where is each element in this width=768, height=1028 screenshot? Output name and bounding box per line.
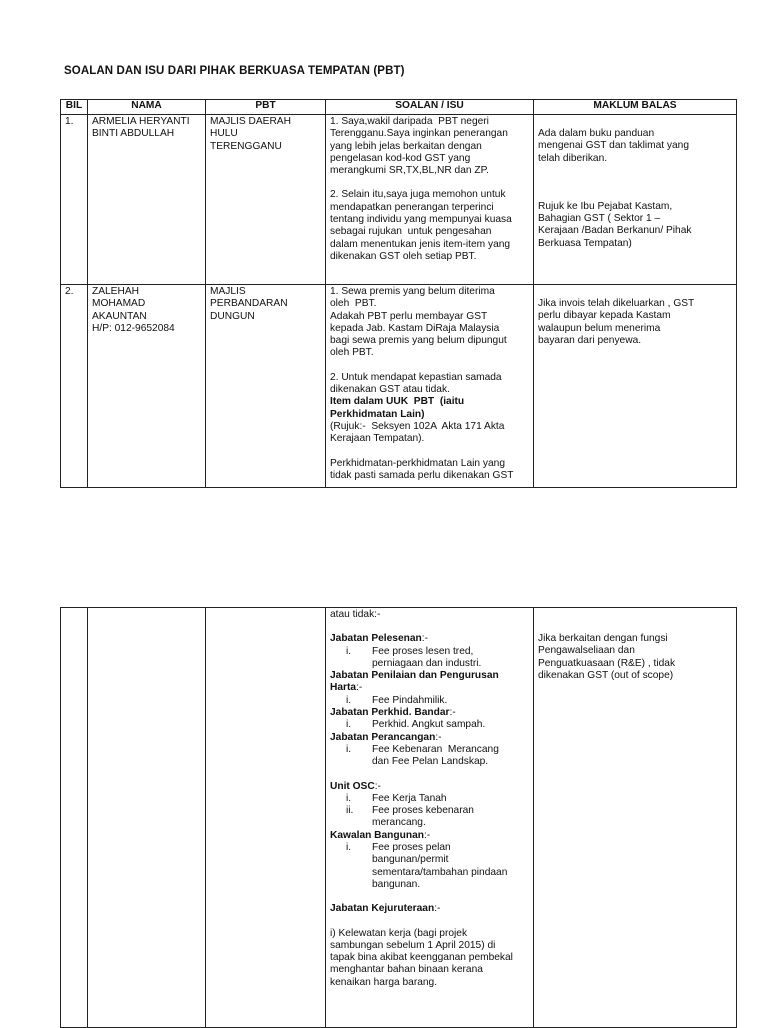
section-heading: Kawalan Bangunan xyxy=(330,829,424,841)
soalan-bold-heading: Item dalam UUK PBT (iaitu Perkhidmatan Lain) xyxy=(330,396,465,420)
list-marker: i. xyxy=(346,645,352,657)
list-marker: ii. xyxy=(346,805,354,817)
issues-table xyxy=(60,99,737,488)
table-row xyxy=(61,608,737,1028)
section-heading: Jabatan Perkhid. Bandar xyxy=(330,707,450,719)
table-row xyxy=(61,115,737,285)
soalan-paragraph: 1. Saya,wakil daripada PBT negeri Terengganu.Saya inginkan penerangan yang lebih jelas berkaitan dengan pengelasan kod-kod GST yang merangkumi SR,TX,BL,NR dan ZP. xyxy=(330,116,508,177)
header-nama: NAMA xyxy=(88,100,206,115)
heading-suffix: :- xyxy=(421,633,428,645)
heading-suffix: :- xyxy=(356,682,363,694)
row-pbt: MAJLIS PERBANDARAN DUNGUN xyxy=(210,286,288,322)
maklum-balas-paragraph: Rujuk ke Ibu Pejabat Kastam, Bahagian GST ( Sektor 1 – Kerajaan /Badan Berkanun/ Pihak Berkuasa Tempatan) xyxy=(538,200,692,249)
soalan-paragraph: 1. Sewa premis yang belum diterima oleh PBT. Adakah PBT perlu membayar GST kepada Jab. Kastam DiRaja Malaysia bagi sewa premis yang belum dipungut oleh PBT. xyxy=(330,286,507,359)
header-soalan: SOALAN / ISU xyxy=(326,100,534,115)
section-heading: Jabatan Perancangan xyxy=(330,731,436,743)
section-heading: Jabatan Kejuruteraan xyxy=(330,903,435,915)
list-marker: i. xyxy=(346,743,352,755)
maklum-balas-paragraph: Jika invois telah dikeluarkan , GST perlu dibayar kepada Kastam walaupun belum menerima bayaran dari penyewa. xyxy=(538,298,695,346)
row-pbt: MAJLIS DAERAH HULU TERENGGANU xyxy=(210,116,291,152)
list-marker: i. xyxy=(346,694,352,706)
section-heading: Jabatan Penilaian dan Pengurusan Harta xyxy=(330,670,499,694)
table-row xyxy=(61,285,737,488)
list-item: Fee Kerja Tanah xyxy=(372,792,447,804)
document-title: SOALAN DAN ISU DARI PIHAK BERKUASA TEMPATAN (PBT) xyxy=(64,65,405,77)
maklum-balas-paragraph: Ada dalam buku panduan mengenai GST dan taklimat yang telah diberikan. xyxy=(538,128,690,164)
row-nama: ARMELIA HERYANTI BINTI ABDULLAH xyxy=(92,116,190,140)
table-header-row xyxy=(61,100,737,115)
list-marker: i. xyxy=(346,719,352,731)
header-maklum-balas: MAKLUM BALAS xyxy=(534,100,737,115)
list-item: Fee proses pelan bangunan/permit sementara/tambahan pindaan bangunan. xyxy=(372,842,508,890)
issues-table-continued xyxy=(60,607,737,1028)
list-marker: i. xyxy=(346,842,352,854)
row-bil: 2. xyxy=(65,286,74,297)
list-item: Fee Pindahmilik. xyxy=(372,694,448,706)
row-bil: 1. xyxy=(65,116,74,127)
soalan-paragraph: Perkhidmatan-perkhidmatan Lain yang tidak pasti samada perlu dikenakan GST xyxy=(330,457,514,481)
list-item: Fee Kebenaran Merancang dan Fee Pelan Landskap. xyxy=(372,743,499,768)
heading-suffix: :- xyxy=(434,903,441,915)
row-nama: ZALEHAH MOHAMAD AKAUNTAN H/P: 012-9652084 xyxy=(92,286,175,334)
heading-suffix: :- xyxy=(435,731,442,743)
heading-suffix: :- xyxy=(423,829,431,841)
soalan-paragraph: i) Kelewatan kerja (bagi projek sambungan sebelum 1 April 2015) di tapak bina akibat keengganan pembekal menghantar bahan binaan kerana kenaikan harga barang. xyxy=(330,927,513,988)
header-bil: BIL xyxy=(61,100,88,115)
heading-suffix: :- xyxy=(449,707,456,719)
heading-suffix: :- xyxy=(374,780,381,792)
continuation-lead: atau tidak:- xyxy=(330,609,381,620)
soalan-reference: (Rujuk:- Seksyen 102A Akta 171 Akta Kerajaan Tempatan). xyxy=(330,420,505,445)
soalan-paragraph: 2. Untuk mendapat kepastian samada dikenakan GST atau tidak. xyxy=(330,371,502,396)
list-item: Perkhid. Angkut sampah. xyxy=(372,719,486,731)
list-item: Fee proses lesen tred, perniagaan dan industri. xyxy=(372,645,482,669)
section-heading: Unit OSC xyxy=(330,780,375,792)
soalan-paragraph: 2. Selain itu,saya juga memohon untuk mendapatkan penerangan terperinci tentang individu yang mempunyai kuasa sebagai rujukan untuk pengesahan dalam menentukan jenis item-item yang dikenakan GST oleh setiap PBT. xyxy=(330,189,512,262)
list-marker: i. xyxy=(346,792,352,804)
section-heading: Jabatan Pelesenan xyxy=(330,633,422,645)
header-pbt: PBT xyxy=(206,100,326,115)
list-item: Fee proses kebenaran merancang. xyxy=(372,805,474,829)
maklum-balas-paragraph: Jika berkaitan dengan fungsi Pengawalseliaan dan Penguatkuasaan (R&E) , tidak dikenakan GST (out of scope) xyxy=(538,633,676,681)
